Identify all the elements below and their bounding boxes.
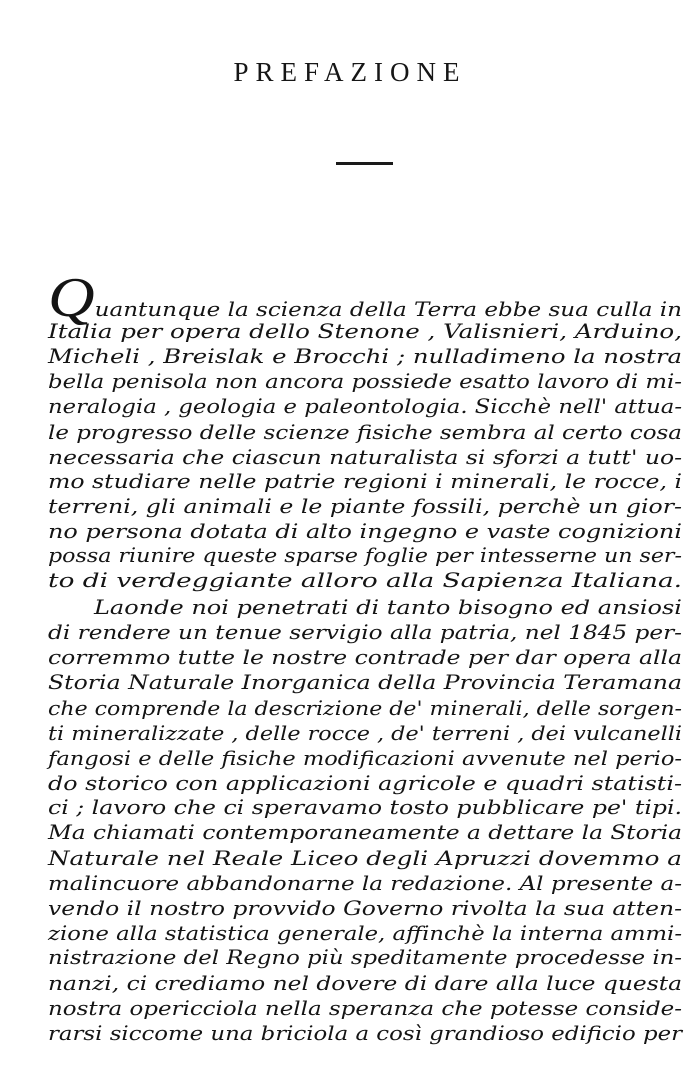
text-line: possa riunire queste sparse foglie per intesserne un ser-: [48, 543, 682, 567]
text-line: mo studiare nelle patrie regioni i minerali, le rocce, i: [48, 469, 682, 493]
text-line: Micheli , Breislak e Brocchi ; nulladimeno la nostra: [48, 344, 682, 368]
page-title: PREFAZIONE: [233, 57, 467, 87]
text-line: Italia per opera dello Stenone , Valisnieri, Arduino,: [48, 319, 682, 343]
text-line: fangosi e delle fisiche modificazioni avvenute nel perio-: [48, 746, 682, 770]
text-line: Ma chiamati contemporaneamente a dettare la Storia: [48, 820, 682, 844]
text-line: zione alla statistica generale, affinchè la interna ammi-: [48, 921, 682, 945]
text-line: neralogia , geologia e paleontologia. Sicchè nell' attua-: [48, 394, 682, 418]
text-line: ti mineralizzate , delle rocce , de' terreni , dei vulcanelli: [48, 721, 682, 745]
text-line: malincuore abbandonarne la redazione. Al presente a-: [48, 871, 682, 895]
text-line: do storico con applicazioni agricole e quadri statisti-: [48, 771, 682, 795]
text-line: le progresso delle scienze fisiche sembra al certo cosa: [48, 420, 682, 444]
text-line: Naturale nel Reale Liceo degli Apruzzi dovemmo a: [48, 846, 682, 870]
text-line: no persona dotata di alto ingegno e vaste cognizioni: [48, 519, 682, 543]
text-line: Quantunque la scienza della Terra ebbe sua culla in: [48, 267, 682, 329]
text-line: bella penisola non ancora possiede esatto lavoro di mi-: [48, 369, 682, 393]
text-line: rarsi siccome una briciola a così grandioso edificio per: [48, 1021, 682, 1045]
text-line: che comprende la descrizione de' minerali, delle sorgen-: [48, 696, 682, 720]
text-line: nistrazione del Regno più speditamente procedesse in-: [48, 945, 682, 969]
text-line: necessaria che ciascun naturalista si sforzi a tutt' uo-: [48, 445, 682, 469]
text-line: di rendere un tenue servigio alla patria, nel 1845 per-: [48, 620, 682, 644]
text-line: Storia Naturale Inorganica della Provincia Teramana: [48, 670, 682, 694]
text-line: terreni, gli animali e le piante fossili, perchè un gior-: [48, 494, 682, 518]
text-line: Laonde noi penetrati di tanto bisogno ed ansiosi: [94, 595, 682, 619]
title-divider: [336, 162, 393, 165]
text-line: to di verdeggiante alloro alla Sapienza Italiana.: [48, 568, 682, 592]
text-line: nostra opericciola nella speranza che potesse conside-: [48, 996, 682, 1020]
text-line: corremmo tutte le nostre contrade per dar opera alla: [48, 645, 682, 669]
text-line: ci ; lavoro che ci speravamo tosto pubblicare pe' tipi.: [48, 795, 682, 819]
text-line: vendo il nostro provvido Governo rivolta la sua atten-: [48, 896, 682, 920]
text-line: nanzi, ci crediamo nel dovere di dare alla luce questa: [48, 971, 682, 995]
